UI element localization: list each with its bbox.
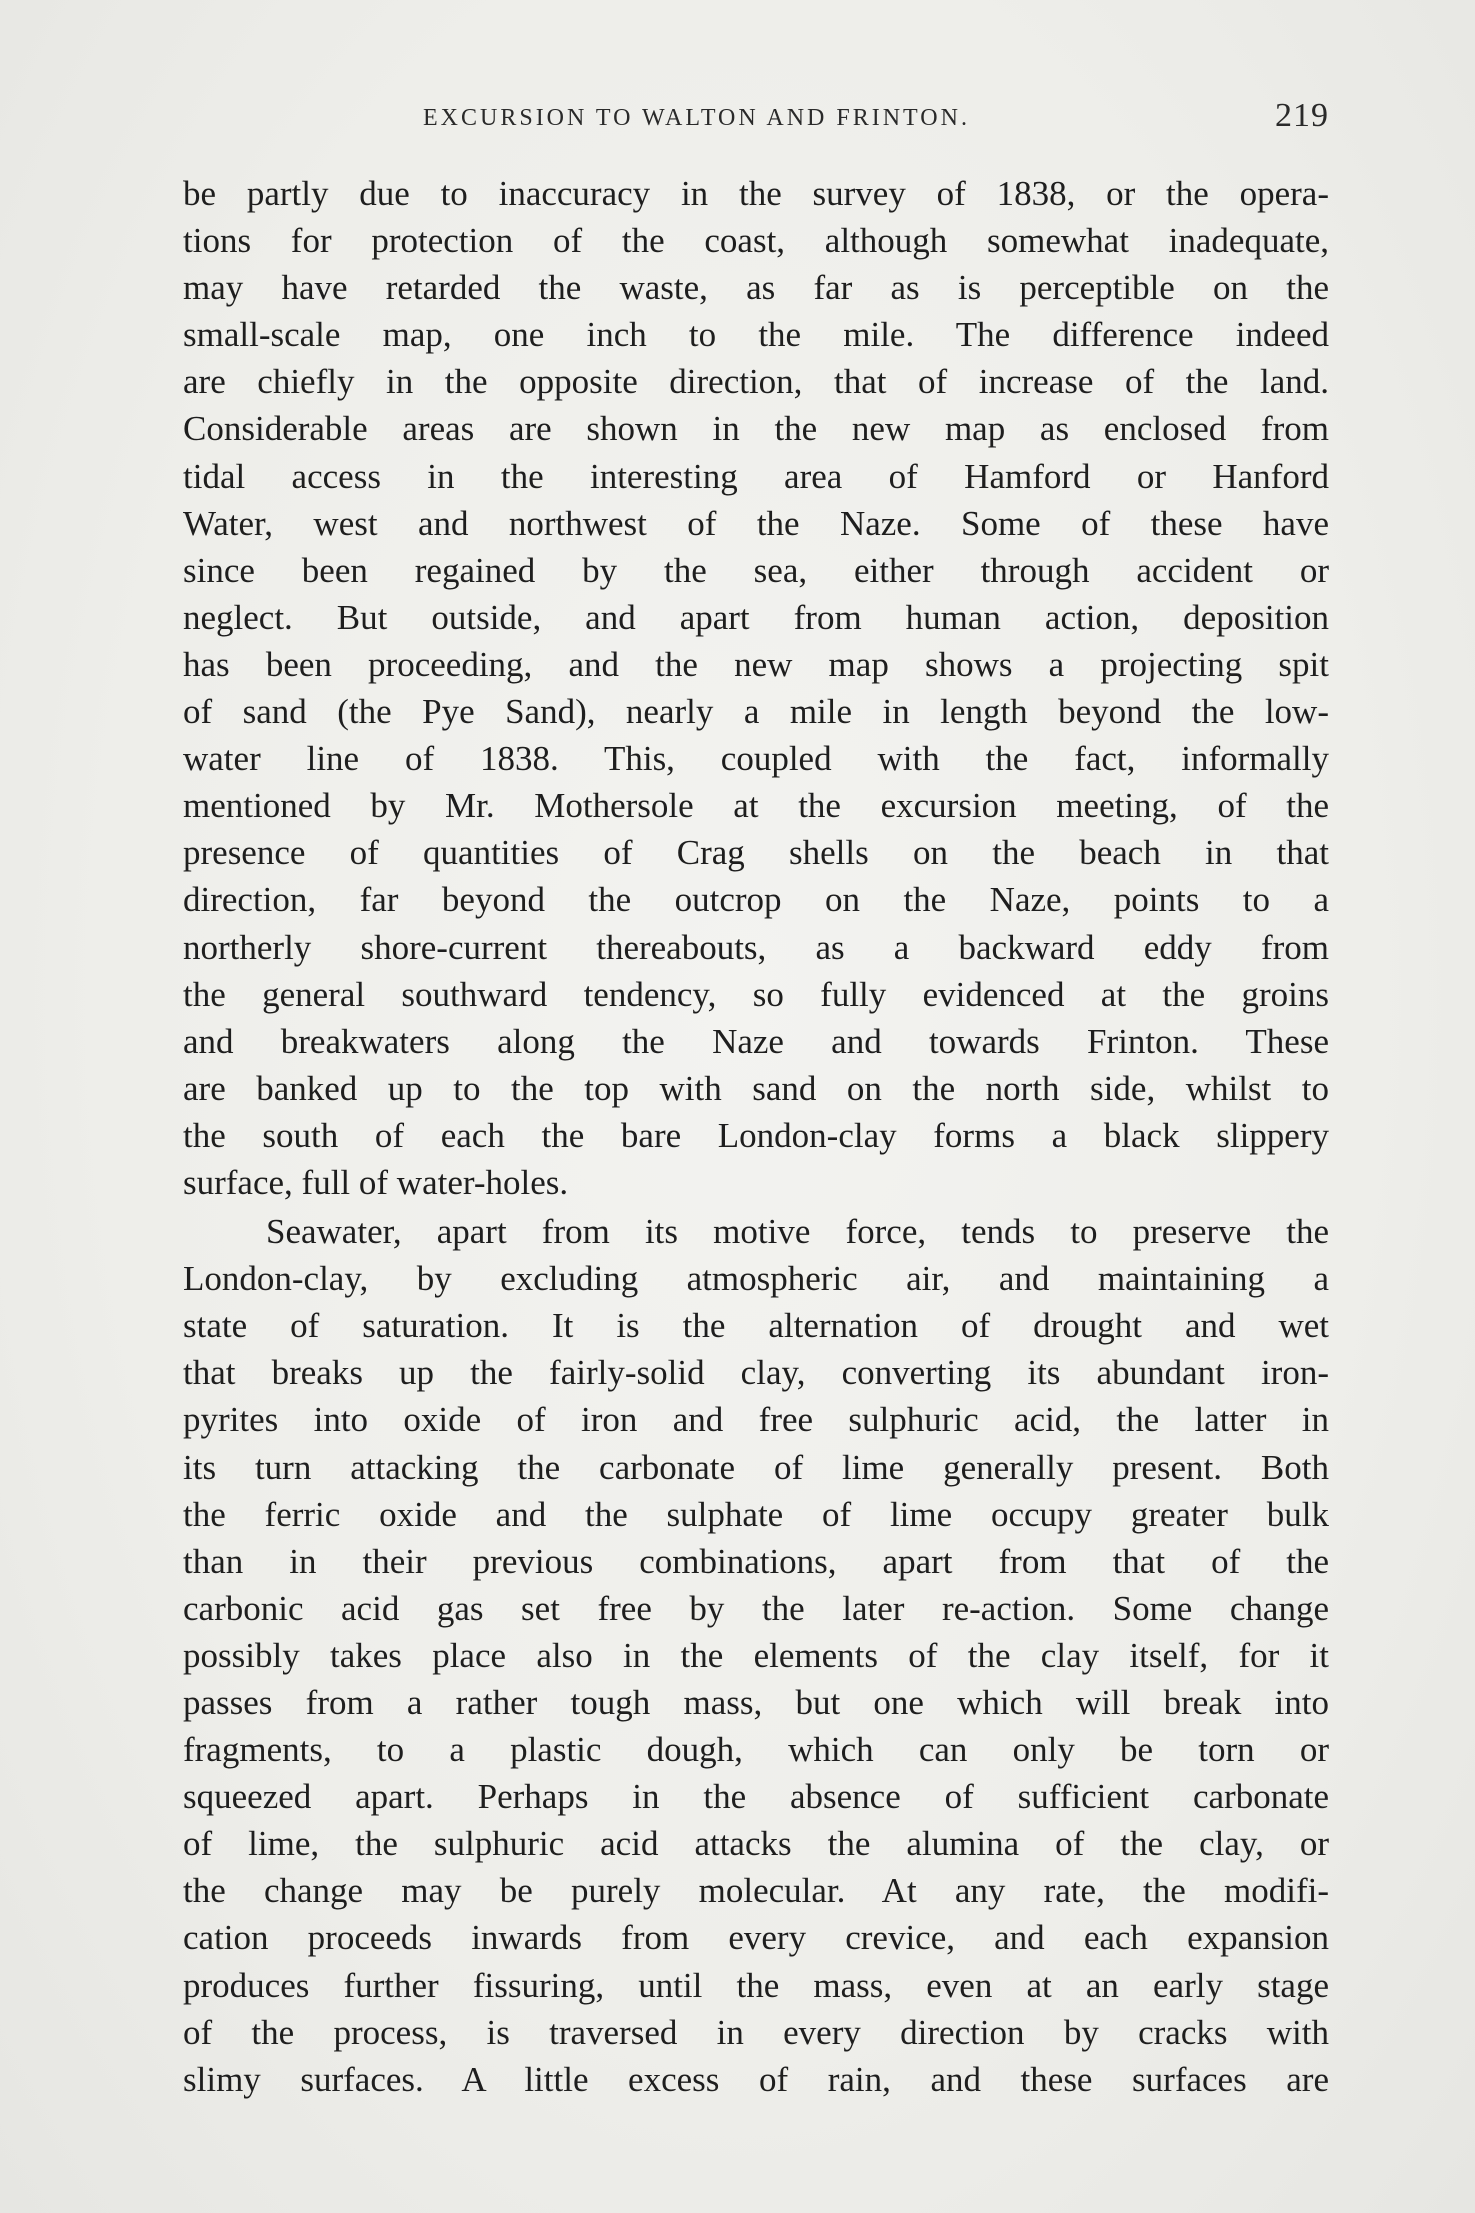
text-line: small-scale map, one inch to the mile. The difference indeed bbox=[183, 315, 1329, 355]
text-line: that breaks up the fairly-solid clay, converting its abundant iron- bbox=[183, 1353, 1329, 1393]
text-line: Water, west and northwest of the Naze. Some of these have bbox=[183, 503, 1329, 543]
text-line: surface, full of water-holes. bbox=[183, 1162, 569, 1202]
text-line: the south of each the bare London-clay forms a black slippery bbox=[183, 1115, 1329, 1155]
text-line: produces further fissuring, until the mass, even at an early stage bbox=[183, 1965, 1329, 2005]
text-line: of the process, is traversed in every direction by cracks with bbox=[183, 2012, 1329, 2052]
text-line: Seawater, apart from its motive force, tends to preserve the bbox=[266, 1212, 1329, 1252]
text-line: are banked up to the top with sand on the north side, whilst to bbox=[183, 1068, 1329, 1108]
text-line: the ferric oxide and the sulphate of lime occupy greater bulk bbox=[183, 1494, 1329, 1534]
text-line: neglect. But outside, and apart from human action, deposition bbox=[183, 597, 1329, 637]
text-line: be partly due to inaccuracy in the survey of 1838, or the opera- bbox=[183, 174, 1329, 213]
text-line: northerly shore-current thereabouts, as a backward eddy from bbox=[183, 927, 1329, 967]
body-text bbox=[183, 170, 1329, 2103]
text-line: may have retarded the waste, as far as is perceptible on the bbox=[183, 268, 1329, 308]
text-line: cation proceeds inwards from every crevice, and each expansion bbox=[183, 1918, 1329, 1958]
paragraph-1 bbox=[183, 170, 1329, 1206]
text-line: has been proceeding, and the new map shows a projecting spit bbox=[183, 644, 1329, 684]
text-line: the general southward tendency, so fully evidenced at the groins bbox=[183, 974, 1329, 1014]
text-line: state of saturation. It is the alternation of drought and wet bbox=[183, 1306, 1329, 1346]
text-line: than in their previous combinations, apart from that of the bbox=[183, 1541, 1329, 1581]
text-line: since been regained by the sea, either through accident or bbox=[183, 550, 1329, 590]
text-line: direction, far beyond the outcrop on the Naze, points to a bbox=[183, 880, 1329, 920]
paragraph-2 bbox=[183, 1208, 1329, 2103]
text-line: presence of quantities of Crag shells on the beach in that bbox=[183, 833, 1329, 873]
text-line: tions for protection of the coast, although somewhat inadequate, bbox=[183, 221, 1329, 261]
text-line: the change may be purely molecular. At any rate, the modifi- bbox=[183, 1871, 1329, 1911]
text-line: possibly takes place also in the elements of the clay itself, for it bbox=[183, 1635, 1329, 1675]
text-line: and breakwaters along the Naze and towards Frinton. These bbox=[183, 1021, 1329, 1061]
text-line: slimy surfaces. A little excess of rain, and these surfaces are bbox=[183, 2059, 1329, 2099]
text-line: carbonic acid gas set free by the later re-action. Some change bbox=[183, 1588, 1329, 1628]
text-line: London-clay, by excluding atmospheric air, and maintaining a bbox=[183, 1259, 1329, 1299]
text-line: water line of 1838. This, coupled with the fact, informally bbox=[183, 739, 1329, 779]
text-line: of sand (the Pye Sand), nearly a mile in length beyond the low- bbox=[183, 692, 1329, 732]
text-line: of lime, the sulphuric acid attacks the alumina of the clay, or bbox=[183, 1824, 1329, 1864]
text-line: passes from a rather tough mass, but one which will break into bbox=[183, 1683, 1329, 1722]
text-line: squeezed apart. Perhaps in the absence of sufficient carbonate bbox=[183, 1777, 1329, 1817]
text-line: pyrites into oxide of iron and free sulphuric acid, the latter in bbox=[183, 1400, 1329, 1440]
text-line: its turn attacking the carbonate of lime generally present. Both bbox=[183, 1447, 1329, 1487]
text-line: are chiefly in the opposite direction, that of increase of the land. bbox=[183, 362, 1329, 402]
page-number: 219 bbox=[1275, 97, 1329, 134]
text-line: Considerable areas are shown in the new map as enclosed from bbox=[183, 409, 1329, 449]
text-line: fragments, to a plastic dough, which can only be torn or bbox=[183, 1730, 1329, 1770]
text-line: mentioned by Mr. Mothersole at the excursion meeting, of the bbox=[183, 786, 1329, 826]
running-head bbox=[183, 97, 1329, 137]
running-title: EXCURSION TO WALTON AND FRINTON. bbox=[423, 105, 970, 131]
text-line: tidal access in the interesting area of Hamford or Hanford bbox=[183, 456, 1329, 496]
